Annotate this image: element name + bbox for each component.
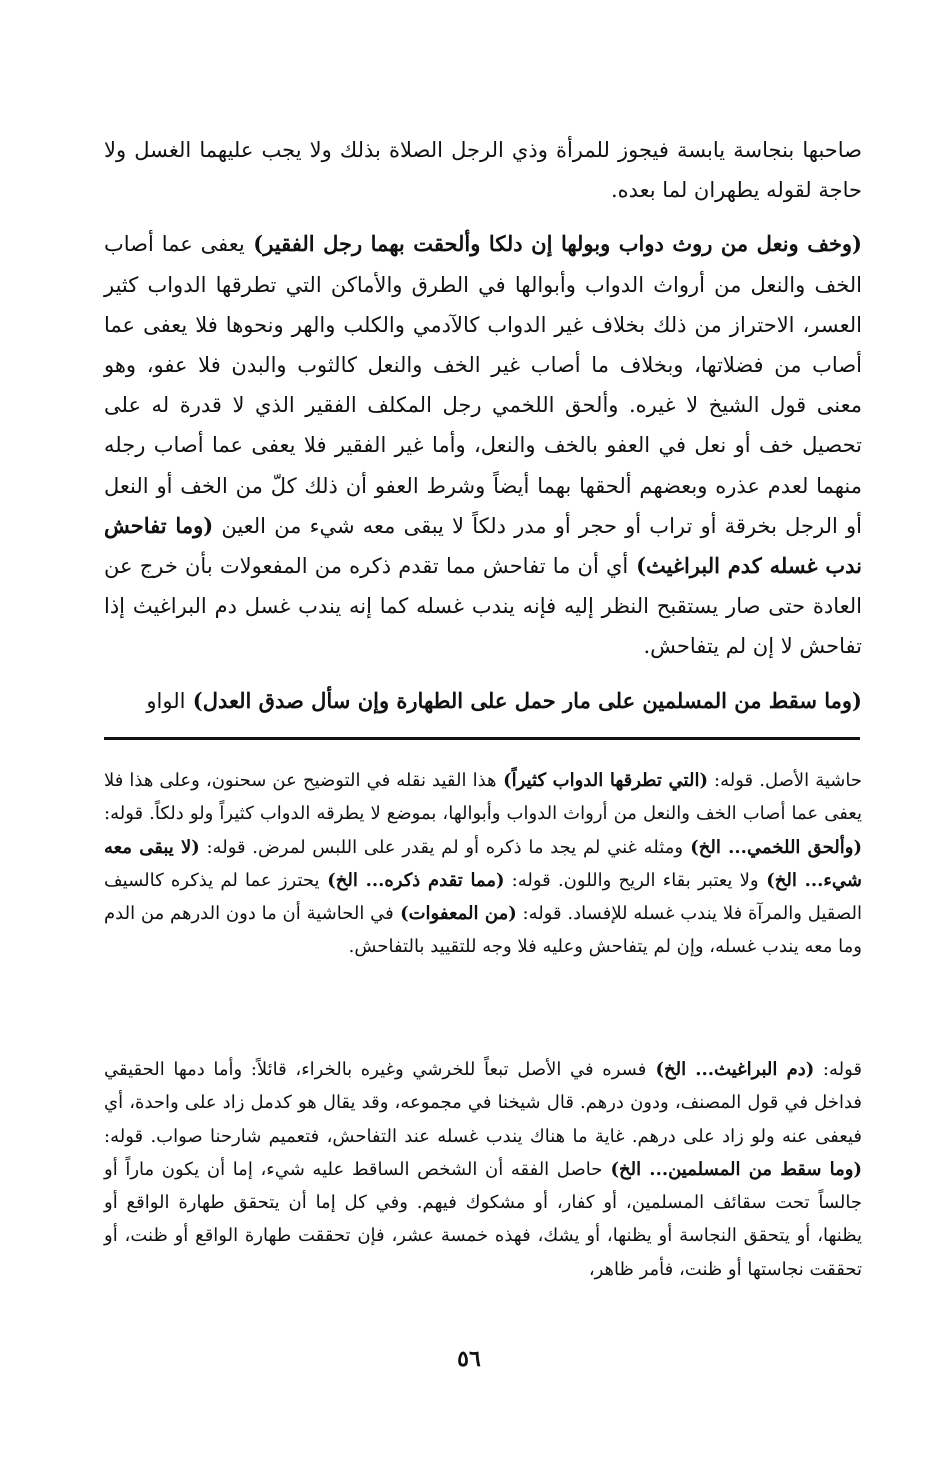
bold-text-run: (مما تقدم ذكره... الخ) [319,869,505,891]
text-run: فسره في الأصل تبعاً للخرشي وغيره بالخراء، قائلاً: وأما دمها الحقيقي فداخل في قول المصنف، ودون درهم. قال شيخنا في مجموعه، وقد يقال هو كدمل زاد على واحدة، أي فيعفى عنه ولو زاد على درهم. غاية ما هناك يندب غسله عند التفاحش، فتعميم شارحنا صواب. قوله: [104,1059,862,1147]
text-run: يحترز عما لم يذكره كالسيف الصقيل والمرآة فلا يندب غسله للإفساد. قوله: [104,869,862,925]
bold-text-run: (وما تفاحش ندب غسله كدم البراغيث) [104,512,862,579]
text-run: حاصل الفقه أن الشخص الساقط عليه شيء، إما أن يكون ماراً أو جالساً تحت سقائف المسلمين، أو كفار، أو مشكوك فيهم. وفي كل إما أن يتحقق طهارة الواقع أو يظنها، أو يتحقق النجاسة أو يظنها، أو يشك، فهذه خمسة عشر، فإن تحققت طهارة الواقع أو ظنت، أو تحققت نجاستها أو ظنت، فأمر ظاهر، [104,1158,862,1280]
main-text [104,130,862,721]
footnote-block [104,1053,862,1286]
text-run: ولا يعتبر بقاء الريح واللون. قوله: [504,869,759,891]
text-run: صاحبها بنجاسة يابسة فيجوز للمرأة وذي الرجل الصلاة بذلك ولا يجب عليهما الغسل ولا حاجة لقوله يطهران لما بعده. [104,138,862,203]
page-number: ٥٦ [457,1346,481,1372]
footnote-paragraph [104,764,862,964]
bold-text-run: (وألحق اللخمي... الخ) [683,836,862,858]
bold-text-run: (دم البراغيث... الخ) [646,1059,815,1080]
bold-text-run: (وما سقط من المسلمين على مار حمل على الطهارة وإن سأل صدق العدل) [185,687,862,713]
text-run: الواو [146,688,186,713]
bold-text-run: (لا يبقى معه شيء... الخ) [104,836,862,891]
text-run: قوله: [814,1059,862,1080]
footnote-paragraph [104,1053,862,1286]
main-paragraph [104,681,862,721]
bold-text-run: (وما سقط من المسلمين... الخ) [602,1158,862,1180]
text-run: ومثله غني لم يجد ما ذكره أو لم يقدر على اللبس لمرض. قوله: [199,836,684,858]
bold-text-run: (وخف ونعل من روث دواب وبولها إن دلكا وألحقت بهما رجل الفقير) [244,231,862,257]
text-run: في الحاشية أن ما دون الدرهم من الدم وما معه يندب غسله، وإن لم يتفاحش وعليه فلا وجه للتقييد بالتفاحش. [104,903,862,958]
text-run: حاشية الأصل. قوله: [707,770,862,791]
bold-text-run: (من المعفوات) [393,903,517,925]
main-paragraph [104,130,862,210]
footnote-block [104,764,862,964]
footnote-divider [104,737,860,740]
text-run: هذا القيد نقله في التوضيح عن سحنون، وعلى هذا فلا يعفى عما أصاب الخف والنعل من أرواث الدواب وأبوالها، بموضع لا يطرقه الدواب كثيراً ولو دلكاً. قوله: [104,770,862,825]
text-run: يعفى عما أصاب الخف والنعل من أرواث الدواب وأبوالها في الطرق والأماكن التي تطرقها الدواب كثير العسر، الاحتراز من ذلك بخلاف غير الدواب كالآدمي والكلب والهر ونحوها فلا يعفى عما أصاب من فضلاتها، وبخلاف ما أصاب غير الخف والنعل كالثوب والبدن فلا عفو، وهو معنى قول الشيخ لا غيره. وألحق اللخمي رجل المكلف الفقير الذي لا قدرة له على تحصيل خف أو نعل في العفو بالخف والنعل، وأما غير الفقير فلا يعفى عما أصاب رجله منهما لعدم عذره وبعضهم ألحقها بهما أيضاً وشرط العفو أن ذلك كلّ من الخف أو النعل أو الرجل بخرقة أو تراب أو حجر أو مدر دلكاً لا يبقى معه شيء من العين [104,232,862,538]
main-paragraph [104,224,862,666]
text-run: أي أن ما تفاحش مما تقدم ذكره من المفعولات بأن خرج عن العادة حتى صار يستقبح النظر إليه فإنه يندب غسله كما إنه يندب غسل دم البراغيث إذا تفاحش لا إن لم يتفاحش. [104,554,862,659]
bold-text-run: (التي تطرقها الدواب كثيراً) [496,770,708,791]
